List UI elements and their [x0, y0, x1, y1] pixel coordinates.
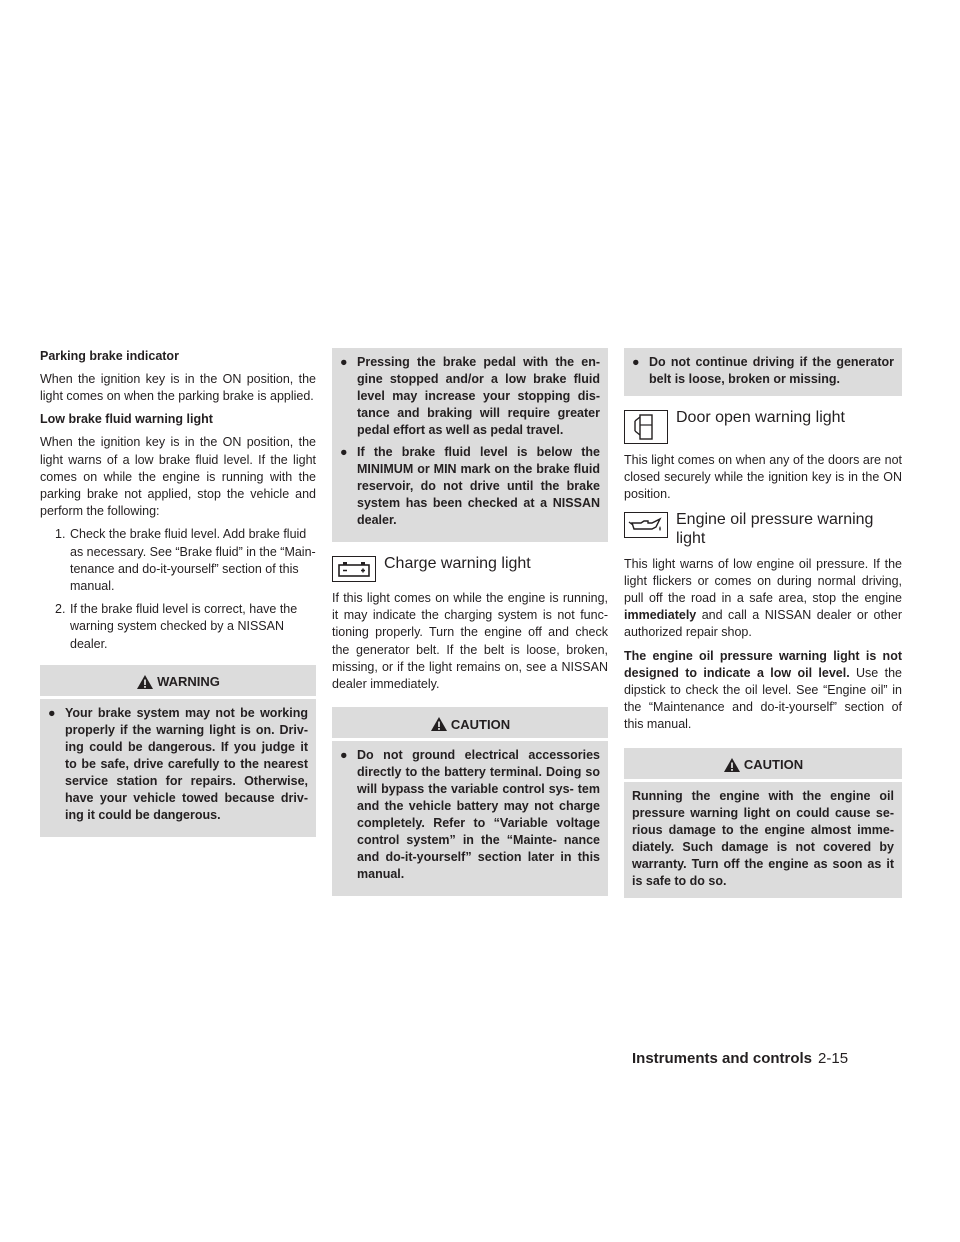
caution-header: [624, 754, 902, 782]
door-open-heading: [624, 408, 902, 444]
brake-fluid-steps: [40, 526, 316, 652]
caution-title: CAUTION: [743, 757, 804, 773]
door-open-title: Door open warning light: [676, 409, 845, 426]
warning-item: ● Your brake system may not be working properly if the warning light is on. Driv- ing could be dangerous. If you judge it to be safe, drive carefully to the nearest service station for repairs. Otherwise, have your vehicle towed because driv- ing it could be dangerous.: [48, 705, 308, 822]
warning-box-continued: [332, 348, 608, 542]
column-right: [624, 348, 902, 910]
caution-item: ● Do not continue driving if the generator belt is loose, broken or missing.: [632, 355, 894, 386]
charge-warning-heading: [332, 554, 608, 582]
bullet: ●: [632, 355, 640, 369]
door-open-text: This light comes on when any of the doors are not closed securely while the ignition key is in the ON position.: [624, 453, 902, 502]
engine-oil-title: Engine oil pressure warning light: [676, 510, 874, 547]
parking-brake-text: When the ignition key is in the ON position, the light comes on when the parking brake is applied.: [40, 372, 316, 404]
warning-triangle-icon: [136, 674, 154, 690]
charge-warning-text: If this light comes on while the engine is running, it may indicate the charging system is not func- tioning properly. Turn the engine off and check the generator belt. If the belt is loose, broken, missing, or if the light remains on, see a NISSAN dealer immediately.: [332, 591, 608, 692]
bullet: ●: [340, 748, 348, 763]
footer-section-title: Instruments and controls: [632, 1050, 813, 1067]
caution-box-oil: [624, 748, 902, 898]
page-footer: [632, 1050, 848, 1067]
warning-title: WARNING: [157, 674, 220, 690]
caution-item: ● Do not ground electrical accessories directly to the battery terminal. Doing so will bypass the variable control sys- tem and the vehicle battery may not charge completely. Refer to “Variable voltage control system” in the “Mainte- nance and do-it-yourself” section later in this manual.: [340, 748, 600, 882]
caution-title: CAUTION: [450, 716, 511, 732]
bullet: ●: [340, 445, 348, 459]
engine-oil-text: This light warns of low engine oil pressure. If the light flickers or comes on during normal driving, pull off the road in a safe area, stop the engine immediately and call a NISSAN dealer or other authorized repair shop.: [624, 556, 902, 640]
step-item: 2. If the brake fluid level is correct, have the warning system checked by a NISSAN dealer.: [55, 602, 298, 651]
step-item: 1. Check the brake fluid level. Add brake fluid as necessary. See “Brake fluid” in the “Main- tenance and do-it-yourself” section of this manual.: [55, 527, 316, 594]
low-brake-fluid-heading: Low brake fluid warning light: [40, 412, 213, 427]
caution-box-continued: [624, 348, 902, 396]
battery-icon: [332, 556, 376, 582]
warning-item: ● If the brake fluid level is below the MINIMUM or MIN mark on the brake fluid reservoir, do not drive until the brake system has been checked at a NISSAN dealer.: [340, 445, 600, 527]
caution-text: Running the engine with the engine oil pressure warning light on could cause se- rious damage to the engine almost imme- diately. Such damage is not covered by warranty. Turn off the engine as soon as it is safe to do so.: [632, 788, 894, 888]
caution-header: [332, 713, 608, 741]
bullet: ●: [340, 355, 348, 369]
door-open-icon: [624, 410, 668, 444]
bullet: ●: [48, 705, 56, 720]
engine-oil-heading: [624, 510, 902, 548]
caution-box: [332, 707, 608, 896]
low-brake-fluid-text: When the ignition key is in the ON position, the light warns of a low brake fluid level. If the light comes on while the engine is running with the parking brake not applied, stop the vehicle and perform the following:: [40, 435, 316, 519]
oil-can-icon: [624, 512, 668, 538]
charge-warning-title: Charge warning light: [384, 555, 531, 572]
warning-triangle-icon: [723, 757, 741, 773]
column-left: [40, 348, 316, 849]
warning-item: ● Pressing the brake pedal with the en- gine stopped and/or a low brake fluid level may increase your stopping dis- tance and braking will require greater pedal effort as well as pedal travel.: [340, 355, 600, 437]
warning-box: [40, 665, 316, 837]
warning-header: [40, 671, 316, 699]
emphasis-immediately: immediately: [624, 608, 697, 623]
warning-triangle-icon: [430, 716, 448, 732]
page-number: 2-15: [818, 1050, 849, 1067]
column-middle: [332, 348, 608, 908]
engine-oil-note-bold: The engine oil pressure warning light is not designed to indicate a low oil level.: [624, 648, 902, 680]
engine-oil-note: The engine oil pressure warning light is not designed to indicate a low oil level. Use the dipstick to check the oil level. See “Engine oil” in the “Maintenance and do-it-yourself” section of this manual.: [624, 648, 902, 732]
parking-brake-heading: Parking brake indicator: [40, 349, 179, 363]
